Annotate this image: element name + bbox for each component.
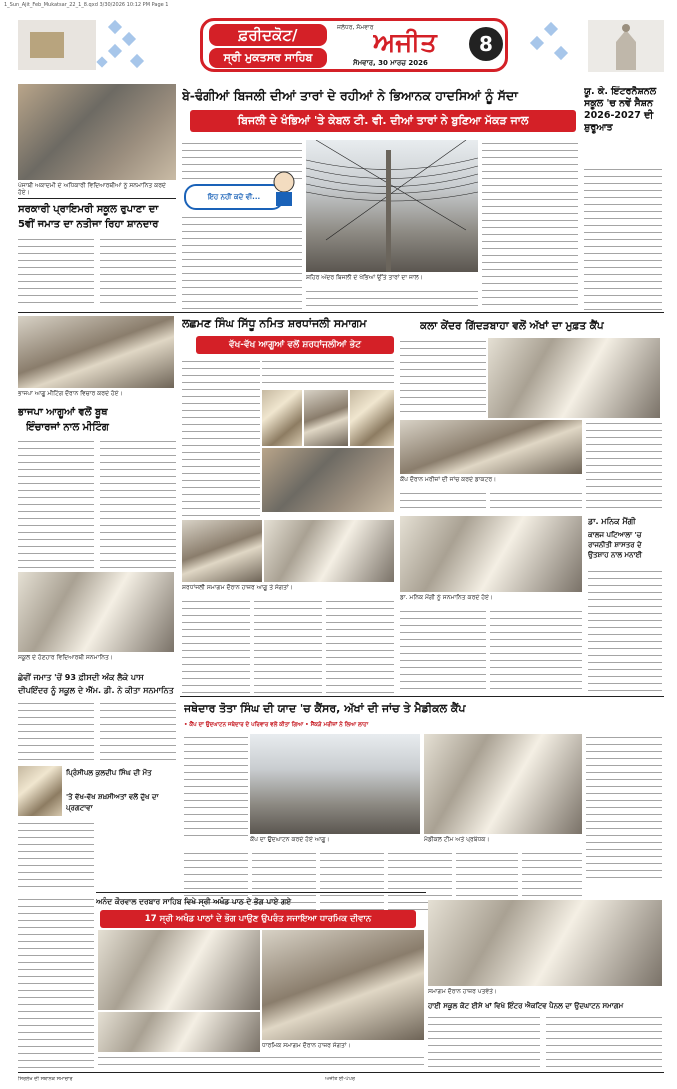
tribute-photo-2 [304, 390, 348, 446]
left-headline-1b: 5ਵੀਂ ਜਮਾਤ ਦਾ ਨਤੀਜਾ ਰਿਹਾ ਸ਼ਾਨਦਾਰ [18, 219, 159, 230]
article-text [100, 438, 176, 568]
page-number: 8 [469, 27, 503, 61]
column-logo: ਇਹ ਨਹੀਂ ਕਦੇ ਵੀ... [184, 184, 284, 210]
article-text [100, 236, 176, 308]
religious-caption: ਧਾਰਮਿਕ ਸਮਾਗਮ ਦੌਰਾਨ ਹਾਜ਼ਰ ਸੰਗਤਾਂ। [262, 1042, 351, 1049]
left-headline-3b: ਦੀਪਇੰਦਰ ਨੂੰ ਸਕੂਲ ਦੇ ਐੱਮ. ਡੀ. ਨੇ ਕੀਤਾ ਸਨਮਾਨਿਤ [18, 686, 174, 695]
footer-left: ਸਿਰਲੇਖ ਦੀ ਸਥਾਨਕ ਸਮਾਚਾਰ [18, 1076, 73, 1082]
article-text [182, 214, 302, 310]
article-text [18, 700, 94, 762]
student-caption: ਸਕੂਲ ਦੇ ਹੋਣਹਾਰ ਵਿਦਿਆਰਥੀ ਸਨਮਾਨਿਤ। [18, 654, 113, 661]
article-text [546, 1014, 662, 1070]
wires-caption: ਸ਼ਹਿਰ ਅੰਦਰ ਬਿਜਲੀ ਦੇ ਖੰਭਿਆਂ ਉੱਤੇ ਤਾਰਾਂ ਦਾ ਜਾਲ। [306, 274, 423, 281]
article-text [18, 236, 94, 308]
school-event-caption: ਸਮਾਗਮ ਦੌਰਾਨ ਹਾਜ਼ਰ ਪਤਵੰਤੇ। [428, 988, 498, 995]
footer-rule [18, 1072, 664, 1073]
principal-portrait [18, 766, 62, 816]
school-event-headline: ਹਾਈ ਸਕੂਲ ਕੋਟ ਈਸੇ ਖਾਂ ਵਿਖੇ ਇੰਟਰ ਐਕਟਿਵ ਪੈਨਲ ਦਾ ਉਦਘਾਟਨ ਸਮਾਗਮ [428, 1002, 624, 1010]
footer-center: ਅਜੀਤ ਈ-ਪੇਪਰ [325, 1076, 355, 1082]
eye-camp-caption: ਕੈਂਪ ਦੌਰਾਨ ਮਰੀਜ਼ਾਂ ਦੀ ਜਾਂਚ ਕਰਦੇ ਡਾਕਟਰ। [400, 476, 497, 483]
masthead-right-ornament [526, 12, 666, 76]
paper-small: ਜਲੰਧਰ, ਸੋਮਵਾਰ [337, 24, 374, 31]
article-text [100, 700, 176, 762]
left-headline-3: ਛੇਵੀਂ ਜਮਾਤ 'ਚੋਂ 93 ਫ਼ੀਸਦੀ ਅੰਕ ਲੈਕੇ ਪਾਸ [18, 673, 144, 682]
religious-photo-1 [98, 930, 260, 1010]
left-headline-4b: 'ਤੇ ਵੱਖ-ਵੱਖ ਸ਼ਖ਼ਸੀਅਤਾਂ ਵਲੋਂ ਦੁੱਖ ਦਾ ਪ੍ਰਗਟਾਵਾ [66, 793, 159, 812]
bjp-meeting-photo [18, 316, 174, 388]
masthead [12, 12, 667, 76]
cancer-camp-subline: • ਕੈਂਪ ਦਾ ਉਦਘਾਟਨ ਜਥੇਦਾਰ ਦੇ ਪਰਿਵਾਰ ਵਲੋਂ ਕੀਤਾ ਗਿਆ • ਸੈਂਕੜੇ ਮਰੀਜ਼ਾਂ ਨੇ ਲਿਆ ਲਾਹਾ [184, 722, 369, 728]
article-text [18, 438, 94, 568]
temple-icon [526, 12, 666, 76]
city-subtitle: ਸ੍ਰੀ ਮੁਕਤਸਰ ਸਾਹਿਬ [209, 48, 327, 68]
top-subheadline: ਬਿਜਲੀ ਦੇ ਖੰਭਿਆਂ 'ਤੇ ਕੇਬਲ ਟੀ. ਵੀ. ਦੀਆਂ ਤਾਰਾਂ ਨੇ ਬੁਣਿਆ ਮੱਕੜ ਜਾਲ [190, 110, 576, 132]
school-award-photo [18, 84, 176, 180]
article-text [184, 734, 248, 838]
city-title: ਫ਼ਰੀਦਕੋਟ/ [209, 24, 327, 46]
article-text [586, 734, 662, 882]
eye-camp-photo-1 [488, 338, 660, 418]
scanline: 1_Sun_Ajit_Feb_Mukatsar_22_1_8.qxd 3/30/2026 10:12 PM Page 1 [4, 2, 169, 8]
student-photo [18, 572, 174, 652]
article-text [306, 288, 478, 310]
article-text [490, 490, 582, 512]
article-text [254, 598, 322, 696]
article-text [588, 568, 662, 694]
diamond-pattern-icon [12, 12, 152, 76]
masthead-frame [200, 18, 508, 72]
article-text [482, 140, 578, 310]
right-headline: ਯੂ. ਕੇ. ਇੰਟਰਨੈਸ਼ਨਲ ਸਕੂਲ 'ਚ ਨਵੇਂ ਸੈਸ਼ਨ 2026-2027 ਦੀ ਸ਼ੁਰੂਆਤ [584, 86, 657, 133]
tribute-photo-5 [182, 520, 262, 582]
article-text [326, 598, 394, 696]
top-headline: ਬੇ-ਢੰਗੀਆਂ ਬਿਜਲੀ ਦੀਆਂ ਤਾਰਾਂ ਦੇ ਰਹੀਆਂ ਨੇ ਭਿਆਨਕ ਹਾਦਸਿਆਂ ਨੂੰ ਸੱਦਾ [182, 88, 518, 103]
religious-photo-2 [98, 1012, 260, 1052]
article-text [428, 1014, 540, 1070]
article-text [586, 420, 662, 512]
divider [18, 198, 176, 199]
left-headline-1: ਸਰਕਾਰੀ ਪ੍ਰਾਇਮਰੀ ਸਕੂਲ ਰੁਪਾਣਾ ਦਾ [18, 204, 159, 215]
cancer-camp-caption: ਕੈਂਪ ਦਾ ਉਦਘਾਟਨ ਕਰਦੇ ਹੋਏ ਆਗੂ। [250, 836, 330, 843]
cartoon-face-icon [268, 168, 300, 208]
article-text [400, 490, 486, 512]
medical-team-photo [424, 734, 582, 834]
tribute-caption: ਸ਼ਰਧਾਂਜਲੀ ਸਮਾਗਮ ਦੌਰਾਨ ਹਾਜ਼ਰ ਆਗੂ ਤੇ ਸੰਗਤਾਂ। [182, 584, 293, 591]
article-text [98, 1054, 424, 1070]
left-headline-2b: ਇੰਚਾਰਜਾਂ ਨਾਲ ਮੀਟਿੰਗ [26, 422, 109, 433]
divider [180, 696, 664, 697]
paper-name: ਅਜੀਤ [373, 28, 437, 58]
cancer-camp-headline: ਜਥੇਦਾਰ ਤੋਤਾ ਸਿੰਘ ਦੀ ਯਾਦ 'ਚ ਕੈਂਸਰ, ਅੱਖਾਂ ਦੀ ਜਾਂਚ ਤੇ ਮੈਡੀਕਲ ਕੈਂਪ [184, 702, 466, 715]
article-text [182, 358, 260, 518]
article-text [400, 338, 486, 418]
tribute-redbar: ਵੱਖ-ਵੱਖ ਆਗੂਆਂ ਵਲੋਂ ਸ਼ਰਧਾਂਜਲੀਆਂ ਭੇਟ [196, 336, 394, 354]
divider [96, 892, 426, 893]
article-text [18, 896, 94, 1068]
article-text [18, 820, 94, 892]
cancer-camp-photo [250, 734, 420, 834]
bjp-meeting-caption: ਭਾਜਪਾ ਆਗੂ ਮੀਟਿੰਗ ਦੌਰਾਨ ਵਿਚਾਰ ਕਰਦੇ ਹੋਏ। [18, 390, 123, 397]
article-text [182, 598, 250, 696]
tribute-photo-1 [262, 390, 302, 446]
award-caption: ਡਾ. ਮਨਿਕ ਮੈਂਗੀ ਨੂੰ ਸਨਮਾਨਿਤ ਕਰਦੇ ਹੋਏ। [400, 594, 493, 601]
article-text [584, 166, 662, 310]
religious-photo-3 [262, 930, 424, 1040]
issue-date: ਸੋਮਵਾਰ, 30 ਮਾਰਚ 2026 [353, 59, 428, 67]
school-award-caption: ਪੰਜਾਬੀ ਅਕਾਦਮੀ ਦੇ ਅਧਿਕਾਰੀ ਵਿਦਿਆਰਥੀਆਂ ਨੂੰ ਸਨਮਾਨਿਤ ਕਰਦੇ ਹੋਏ। [18, 182, 166, 196]
divider [18, 312, 664, 313]
article-text [400, 608, 486, 694]
power-lines-icon [306, 140, 478, 272]
wires-photo [306, 140, 478, 272]
tribute-photo-4 [262, 448, 394, 512]
school-event-photo [428, 900, 662, 986]
tribute-photo-3 [350, 390, 394, 446]
right-headline-2b: ਕਾਲਜ ਪਟਿਆਲਾ 'ਚ ਰਾਜਨੀਤੀ ਸ਼ਾਸਤਰ ਦੇ ਉਤਸ਼ਾਹ ਨਾਲ ਮਨਾਈ [588, 531, 642, 559]
eye-camp-photo-2 [400, 420, 582, 474]
tribute-photo-6 [264, 520, 394, 582]
left-headline-4: ਪ੍ਰਿੰਸੀਪਲ ਕੁਲਦੀਪ ਸਿੰਘ ਦੀ ਮੌਤ [66, 769, 152, 777]
article-text [262, 358, 394, 388]
tribute-headline: ਲਛਮਣ ਸਿੰਘ ਸਿੱਧੂ ਨਮਿਤ ਸ਼ਰਧਾਂਜਲੀ ਸਮਾਗਮ [182, 317, 367, 330]
article-text [490, 608, 582, 694]
award-photo [400, 516, 582, 592]
left-headline-2: ਭਾਜਪਾ ਆਗੂਆਂ ਵਲੋਂ ਬੂਥ [18, 407, 108, 418]
medical-team-caption: ਮੈਡੀਕਲ ਟੀਮ ਅਤੇ ਪ੍ਰਬੰਧਕ। [424, 836, 490, 843]
right-headline-2: ਡਾ. ਮਨਿਕ ਮੈਂਗੀ [588, 517, 636, 526]
bottom-headline: ਅਨੰਦ ਕੌਰਵਾਲ ਦਰਬਾਰ ਸਾਹਿਬ ਵਿਖੇ ਸ੍ਰੀ ਅਖੰਡ ਪਾਠ ਦੇ ਭੋਗ ਪਾਏ ਗਏ [96, 897, 292, 906]
bottom-redbar: 17 ਸ੍ਰੀ ਅਖੰਡ ਪਾਠਾਂ ਦੇ ਭੋਗ ਪਾਉਣ ਉਪਰੰਤ ਸਜਾਇਆ ਧਾਰਮਿਕ ਦੀਵਾਨ [100, 910, 416, 928]
masthead-left-ornament [12, 12, 152, 76]
color-registration-bar [520, 1076, 660, 1084]
eye-camp-headline: ਕਲਾ ਕੇਂਦਰ ਗਿੱਦੜਬਾਹਾ ਵਲੋਂ ਅੱਖਾਂ ਦਾ ਮੁਫ਼ਤ ਕੈਂਪ [420, 320, 604, 332]
